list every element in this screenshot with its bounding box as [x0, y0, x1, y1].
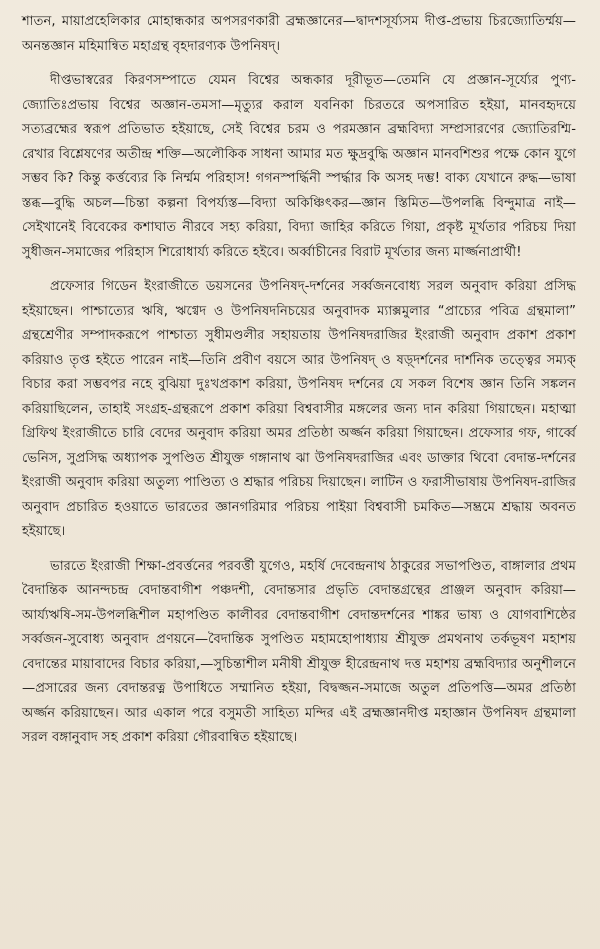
paragraph-3: প্রফেসার গিডেন ইংরাজীতে ডয়সনের উপনিষদ্-দর্শনের সর্ব্বজনবোধ্য সরল অনুবাদ করিয়া প্রসিদ্ধ হইয়াছেন। পাশ্চাত্যের ঋষি, ঋগ্বেদ ও উপনিষদনিচয়ের অনুবাদক ম্যাক্সমুলার “প্রাচ্যের পবিত্র গ্রন্থমালা” গ্রন্থশ্রেণীর সম্পাদকরূপে পাশ্চাত্য সুধীমণ্ডলীর সহায়তায় উপনিষদরাজির ইংরাজী অনুবাদ প্রকাশ প্রকাশ করিয়াও তৃপ্ত হইতে পারেন নাই—তিনি প্রবীণ বয়সে আর উপনিষদ্ ও ষড়্দর্শনের দার্শনিক তত্ত্বের সম্যক্ বিচার করা সম্ভবপর নহে বুঝিয়া দুঃখপ্রকাশ করিয়া, উপনিষদ দর্শনের যে সকল বিশেষ জ্ঞান তিনি সঙ্কলন করিয়াছিলেন, তাহাই সংগ্রহ-গ্রন্থরূপে প্রকাশ করিয়া বিশ্ববাসীর মঙ্গলের জন্য দান করিয়া গিয়াছেন। মহাত্মা গ্রিফিথ ইংরাজীতে চারি বেদের অনুবাদ করিয়া অমর প্রতিষ্ঠা অর্জ্জন করিয়া গিয়াছেন। প্রফেসার গফ, গার্ব্বে ভেনিস, সুপ্রসিদ্ধ অধ্যাপক সুপণ্ডিত শ্রীযুক্ত গঙ্গানাথ ঝা উপনিষদরাজির এবং ডাক্তার থিবো বেদান্ত-দর্শনের ইংরাজী অনুবাদ করিয়া অতুল্য পাণ্ডিত্য ও শ্রদ্ধার পরিচয় দিয়াছেন। লাটিন ও ফরাসীভাষায় উপনিষদ-রাজির অনুবাদ প্রচারিত হওয়াতে ভারতের জ্ঞানগরিমার পরিচয় পাইয়া বিশ্ববাসী চমকিত—সম্ভ্রমে শ্রদ্ধায় অবনত হইয়াছে। [22, 279, 576, 539]
paragraph-1: শাতন, মায়াপ্রহেলিকার মোহান্ধকার অপসরণকারী ব্রহ্মজ্ঞানের—দ্বাদশসূর্য্যসম দীপ্ত-প্রভায় চিরজ্যোতির্ম্ময়—অনন্তজ্ঞান মহিমান্বিত মহাগ্রন্থ বৃহদারণ্যক উপনিষদ্। [22, 14, 576, 54]
paragraph-4: ভারতে ইংরাজী শিক্ষা-প্রবর্ত্তনের পরবর্ত্তী যুগেও, মহর্ষি দেবেন্দ্রনাথ ঠাকুরের সভাপণ্ডিত, বাঙ্গালার প্রথম বৈদান্তিক আনন্দচন্দ্র বেদান্তবাগীশ পঞ্চদশী, বেদান্তসার প্রভৃতি বেদান্তগ্রন্থের প্রাঞ্জল অনুবাদ করিয়া—আর্য্যঋষি-সম-উপলব্ধিশীল মহাপণ্ডিত কালীবর বেদান্তবাগীশ বেদান্তদর্শনের শাঙ্কর ভাষ্য ও যোগবাশিষ্ঠের সর্ব্বজন-সুবোধ্য অনুবাদ প্রণয়নে—বৈদান্তিক সুপণ্ডিত মহামহোপাধ্যায় শ্রীযুক্ত প্রমথনাথ তর্কভূষণ মহাশয় বেদান্তের মায়াবাদের বিচার করিয়া,—সুচিন্তাশীল মনীষী শ্রীযুক্ত হীরেন্দ্রনাথ দত্ত মহাশয় ব্রহ্মবিদ্যার অনুশীলনে—প্রসারের জন্য বেদান্তরত্ন উপাধিতে সম্মানিত হইয়া, বিদ্বজ্জন-সমাজে অতুল প্রতিপত্তি—অমর প্রতিষ্ঠা অর্জ্জন করিয়াছেন। আর একাল পরে বসুমতী সাহিত্য মন্দির এই ব্রহ্মজ্ঞানদীপ্ত মহাজ্ঞান উপনিষদ গ্রন্থমালা সরল বঙ্গানুবাদ সহ প্রকাশ করিয়া গৌরবান্বিত হইয়াছে। [22, 558, 576, 745]
paragraph-2: দীপ্তভাস্বরের কিরণসম্পাতে যেমন বিশ্বের অন্ধকার দূরীভূত—তেমনি যে প্রজ্ঞান-সূর্য্যের পুণ্য-জ্যোতিঃপ্রভায় বিশ্বের অজ্ঞান-তমসা—মৃত্যুর করাল যবনিকা চিরতরে অপসারিত হইয়া, মানবহৃদয়ে সত্যব্রহ্মের স্বরূপ প্রতিভাত হইয়াছে, সেই বিশ্বের চরম ও পরমজ্ঞান ব্রহ্মবিদ্যা সম্প্রসারণের জ্যোতিরশ্মি-রেখার বিশ্লেষণের অতীন্দ্র শক্তি—অলৌকিক সাধনা আমার মত ক্ষুদ্রবুদ্ধি অজ্ঞান মানবশিশুর পক্ষে কোন যুগে সম্ভব কি? কিন্তু কর্ত্তব্যের কি নির্ম্মম পরিহাস! গগনস্পর্দ্ধিনী স্পর্দ্ধার কি অসহ দম্ভ! বাক্য যেখানে রুদ্ধ—ভাষা স্তব্ধ—বুদ্ধি অচল—চিন্তা কল্পনা বিপর্য্যস্ত—বিদ্যা অকিঞ্চিৎকর—জ্ঞান স্তিমিত—উপলব্ধি বিন্দুমাত্র নাই—সেইখানেই বিবেকের কশাঘাত নীরবে সহ্য করিয়া, বিদ্যা জাহির করিতে গিয়া, প্রকৃষ্ট মূর্খতার পরিচয় দিয়া সুধীজন-সমাজের পরিহাস শিরোধার্য্য করিতে হইবে। অর্ব্বাচীনের বিরাট মূর্খতার জন্য মার্জ্জনাপ্রার্থী! [22, 73, 576, 260]
